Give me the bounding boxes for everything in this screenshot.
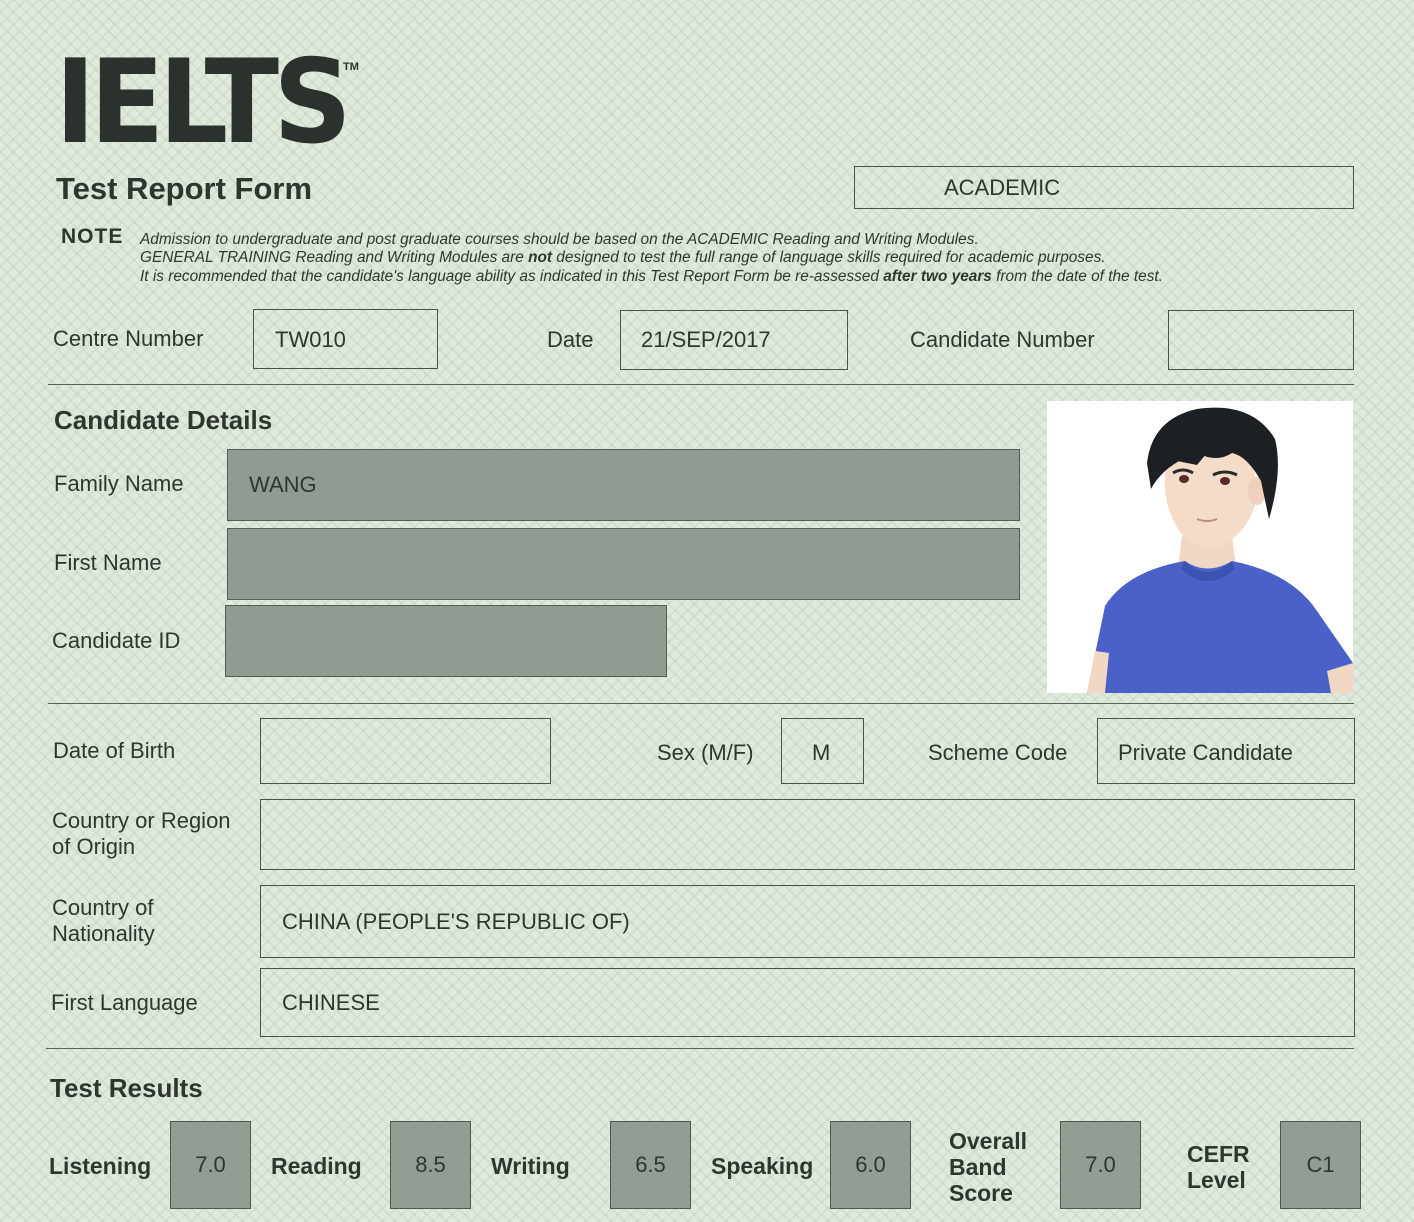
date-value: 21/SEP/2017 <box>641 327 771 352</box>
overall-label-line-3: Score <box>949 1180 1013 1206</box>
family-name-field <box>227 449 1020 521</box>
origin-label: Country or Region <box>52 808 231 833</box>
family-name-label: Family Name <box>54 471 184 496</box>
module-value: ACADEMIC <box>944 175 1061 200</box>
writing-label: Writing <box>491 1153 570 1179</box>
listening-score: 7.0 <box>170 1121 251 1209</box>
cefr-level: C1 <box>1280 1121 1361 1209</box>
first-name-field <box>227 528 1020 600</box>
writing-score: 6.5 <box>610 1121 691 1209</box>
form-title: Test Report Form <box>56 171 313 206</box>
cefr-label-line-2: Level <box>1187 1167 1246 1193</box>
candidate-id-label: Candidate ID <box>52 628 181 653</box>
scheme-code-label: Scheme Code <box>928 740 1068 765</box>
overall-score: 7.0 <box>1060 1121 1141 1209</box>
candidate-number-label: Candidate Number <box>910 327 1095 352</box>
nationality-label: Country of <box>52 895 154 920</box>
candidate-number-field <box>1168 310 1354 370</box>
ielts-logo: IELTS <box>55 35 347 170</box>
overall-label-line-2: Band <box>949 1154 1007 1180</box>
nationality-value: CHINA (PEOPLE'S REPUBLIC OF) <box>282 909 630 934</box>
centre-number-value: TW010 <box>275 327 346 352</box>
divider <box>46 1048 1354 1049</box>
nationality-label-line-2: Nationality <box>52 921 155 946</box>
first-language-field <box>260 968 1355 1037</box>
test-results-heading: Test Results <box>50 1073 203 1103</box>
module-box <box>854 166 1354 209</box>
sex-value: M <box>812 740 831 765</box>
speaking-label: Speaking <box>711 1153 814 1179</box>
divider <box>48 703 1354 704</box>
first-language-label: First Language <box>51 990 198 1015</box>
note-line-3: It is recommended that the candidate's language ability as indicated in this Test Report Form be re-assessed after two years from the date of the test. <box>140 268 1163 285</box>
note-line-2: GENERAL TRAINING Reading and Writing Modules are not designed to test the full range of language skills required for academic purposes. <box>140 249 1106 266</box>
candidate-id-field <box>225 605 667 677</box>
first-name-label: First Name <box>54 550 162 575</box>
date-label: Date <box>547 327 594 352</box>
origin-field <box>260 799 1355 870</box>
listening-label: Listening <box>49 1153 152 1179</box>
speaking-score: 6.0 <box>830 1121 911 1209</box>
scheme-code-value: Private Candidate <box>1118 740 1293 765</box>
reading-score: 8.5 <box>390 1121 471 1209</box>
family-name-value: WANG <box>249 472 317 497</box>
reading-label: Reading <box>271 1153 362 1179</box>
centre-number-label: Centre Number <box>53 326 204 351</box>
candidate-photo <box>1047 401 1353 693</box>
origin-label-line-2: of Origin <box>52 834 136 859</box>
cefr-label: CEFR <box>1187 1141 1250 1167</box>
trademark-mark: TM <box>343 61 359 73</box>
overall-label: Overall <box>949 1128 1027 1154</box>
note-line-1: Admission to undergraduate and post graduate courses should be based on the ACADEMIC Reading and Writing Modules. <box>140 231 979 248</box>
first-language-value: CHINESE <box>282 990 380 1015</box>
note-label: NOTE <box>61 225 124 248</box>
dob-field <box>260 718 551 784</box>
dob-label: Date of Birth <box>53 738 176 763</box>
sex-label: Sex (M/F) <box>657 740 754 765</box>
candidate-details-heading: Candidate Details <box>54 405 273 435</box>
divider <box>48 384 1354 385</box>
